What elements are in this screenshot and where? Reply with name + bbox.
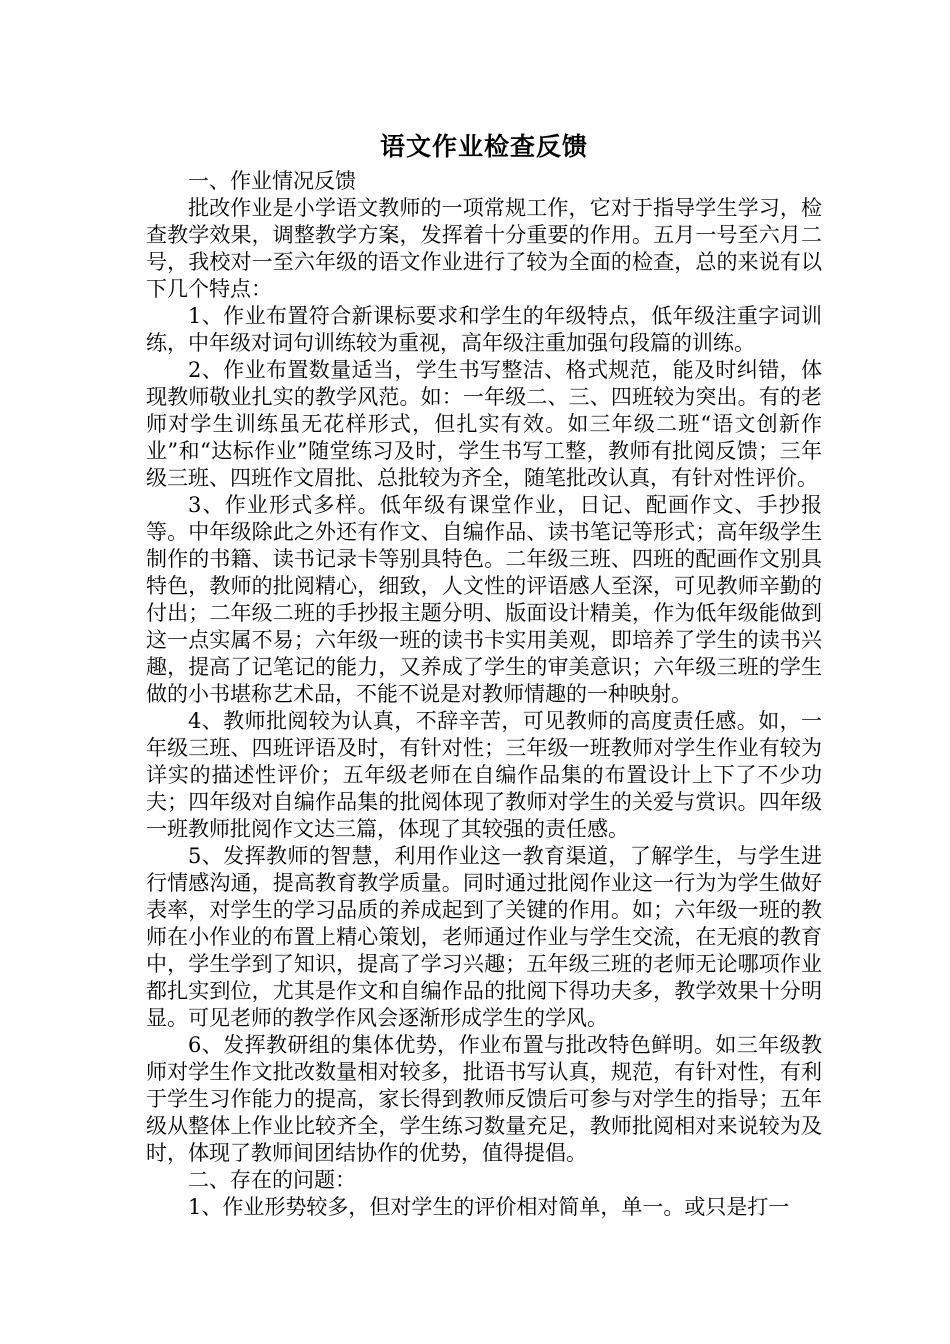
point-paragraph-6: 6、发挥教研组的集体优势，作业布置与批改特色鲜明。如三年级教师对学生作文批改数量相对较多，批语书写认真，规范，有针对性，有利于学生习作能力的提高，家长得到教师反馈后可参与对学生的指导；五年级从整体上作业比较齐全，学生练习数量充足，教师批阅相对来说较为及时，体现了教师间团结协作的优势，值得提倡。 [146, 1033, 822, 1165]
point-paragraph-1: 1、作业布置符合新课标要求和学生的年级特点，低年级注重字词训练，中年级对词句训练较为重视，高年级注重加强句段篇的训练。 [146, 304, 822, 355]
section-heading-feedback: 一、作业情况反馈 [188, 169, 356, 193]
document-page [146, 130, 822, 1221]
intro-paragraph: 批改作业是小学语文教师的一项常规工作，它对于指导学生学习，检查教学效果，调整教学方案，发挥着十分重要的作用。五月一号至六月二号，我校对一至六年级的语文作业进行了较为全面的检查，总的来说有以下几个特点： [146, 196, 822, 301]
problem-paragraph-1: 1、作业形势较多，但对学生的评价相对简单，单一。或只是打一 [188, 1195, 790, 1219]
point-paragraph-5: 5、发挥教师的智慧，利用作业这一教育渠道，了解学生，与学生进行情感沟通，提高教育教学质量。同时通过批阅作业这一行为为学生做好表率，对学生的学习品质的养成起到了关键的作用。如；六年级一班的教师在小作业的布置上精心策划，老师通过作业与学生交流，在无痕的教育中，学生学到了知识，提高了学习兴趣；五年级三班的老师无论哪项作业都扎实到位，尤其是作文和自编作品的批阅下得功夫多，教学效果十分明显。可见老师的教学作风会逐渐形成学生的学风。 [146, 844, 822, 1030]
point-paragraph-4: 4、教师批阅较为认真，不辞辛苦，可见教师的高度责任感。如，一年级三班、四班评语及时，有针对性；三年级一班教师对学生作业有较为详实的描述性评价；五年级老师在自编作品集的布置设计上下了不少功夫；四年级对自编作品集的批阅体现了教师对学生的关爱与赏识。四年级一班教师批阅作文达三篇，体现了其较强的责任感。 [146, 709, 822, 841]
point-paragraph-3: 3、作业形式多样。低年级有课堂作业，日记、配画作文、手抄报等。中年级除此之外还有作文、自编作品、读书笔记等形式；高年级学生制作的书籍、读书记录卡等别具特色。二年级三班、四班的配画作文别具特色，教师的批阅精心，细致，人文性的评语感人至深，可见教师辛勤的付出；二年级二班的手抄报主题分明、版面设计精美，作为低年级能做到这一点实属不易；六年级一班的读书卡实用美观，即培养了学生的读书兴趣，提高了记笔记的能力，又养成了学生的审美意识；六年级三班的学生做的小书堪称艺术品，不能不说是对教师情趣的一种映射。 [146, 493, 822, 706]
point-paragraph-2: 2、作业布置数量适当，学生书写整洁、格式规范，能及时纠错，体现教师敬业扎实的教学风范。如：一年级二、三、四班较为突出。有的老师对学生训练虽无花样形式，但扎实有效。如三年级二班“语文创新作业”和“达标作业”随堂练习及时，学生书写工整，教师有批阅反馈；三年级三班、四班作文眉批、总批较为齐全，随笔批改认真，有针对性评价。 [146, 358, 822, 490]
document-title: 语文作业检查反馈 [379, 132, 588, 161]
section-heading-problems: 二、存在的问题： [188, 1168, 356, 1192]
